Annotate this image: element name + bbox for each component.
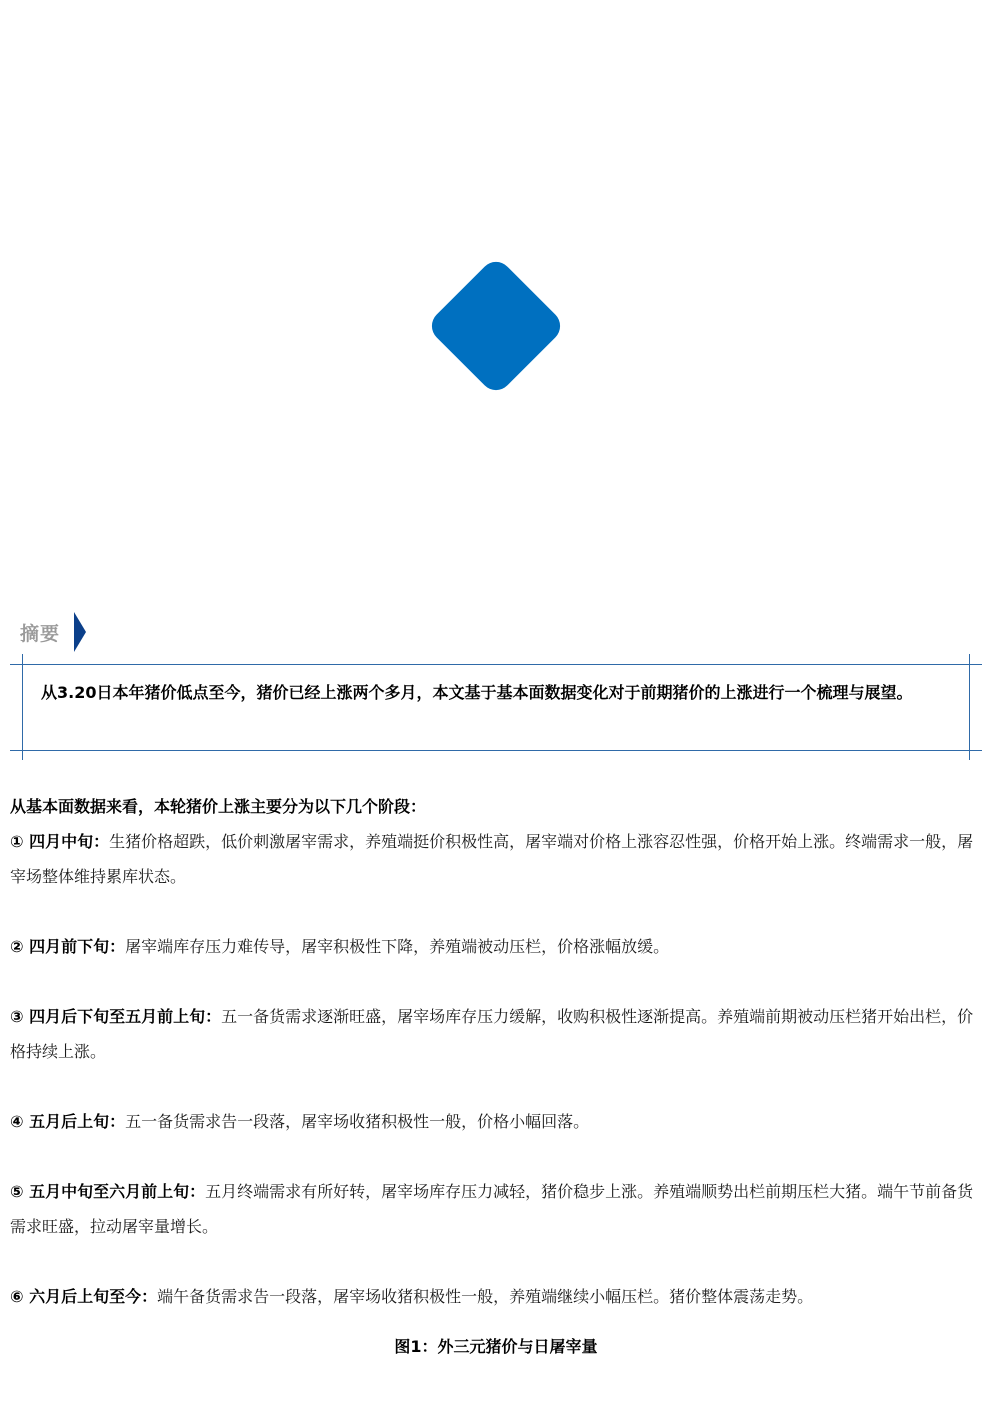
- body-lead: 从基本面数据来看，本轮猪价上涨主要分为以下几个阶段：: [10, 797, 427, 816]
- stage-paragraph: [10, 1279, 985, 1314]
- stage-paragraph: [10, 824, 985, 894]
- summary-border-bottom: [10, 750, 982, 751]
- summary-title: 摘要: [20, 622, 61, 645]
- summary-border-right: [969, 654, 970, 760]
- stage-label: ⑤ 五月中旬至六月前上旬：: [10, 1182, 206, 1201]
- stage-label: ③ 四月后下旬至五月前上旬：: [10, 1007, 222, 1026]
- stage-text: 生猪价格超跌，低价刺激屠宰需求，养殖端挺价积极性高，屠宰端对价格上涨容忍性强，价格开始上涨。终端需求一般，屠宰场整体维持累库状态。: [10, 832, 974, 886]
- stage-text: 五一备货需求告一段落，屠宰场收猪积极性一般，价格小幅回落。: [125, 1112, 590, 1131]
- stage-label: ⑥ 六月后上旬至今：: [10, 1287, 158, 1306]
- stage-paragraph: [10, 1174, 985, 1244]
- stage-paragraph: [10, 929, 985, 964]
- summary-box: [10, 654, 982, 760]
- chevron-right-icon: [74, 612, 86, 652]
- body-text: [10, 789, 985, 1314]
- stage-label: ④ 五月后上旬：: [10, 1112, 126, 1131]
- stage-paragraph: [10, 999, 985, 1069]
- stage-text: 屠宰端库存压力难传导，屠宰积极性下降，养殖端被动压栏，价格涨幅放缓。: [125, 937, 670, 956]
- stage-label: ② 四月前下旬：: [10, 937, 126, 956]
- figure-caption: 图1：外三元猪价与日屠宰量: [394, 1337, 598, 1356]
- diamond-logo-icon: [425, 255, 567, 397]
- stage-text: 五月终端需求有所好转，屠宰场库存压力减轻，猪价稳步上涨。养殖端顺势出栏前期压栏大猪。端午节前备货需求旺盛，拉动屠宰量增长。: [10, 1182, 974, 1236]
- summary-border-left: [22, 654, 23, 760]
- stage-text: 端午备货需求告一段落，屠宰场收猪积极性一般，养殖端继续小幅压栏。猪价整体震荡走势。: [157, 1287, 814, 1306]
- summary-border-top: [10, 664, 982, 665]
- summary-text: 从3.20日本年猪价低点至今，猪价已经上涨两个多月，本文基于基本面数据变化对于前期猪价的上涨进行一个梳理与展望。: [41, 683, 913, 702]
- stage-text: 五一备货需求逐渐旺盛，屠宰场库存压力缓解，收购积极性逐渐提高。养殖端前期被动压栏猪开始出栏，价格持续上涨。: [10, 1007, 974, 1061]
- stage-paragraph: [10, 1104, 985, 1139]
- stage-label: ① 四月中旬：: [10, 832, 110, 851]
- summary-heading: [20, 612, 86, 652]
